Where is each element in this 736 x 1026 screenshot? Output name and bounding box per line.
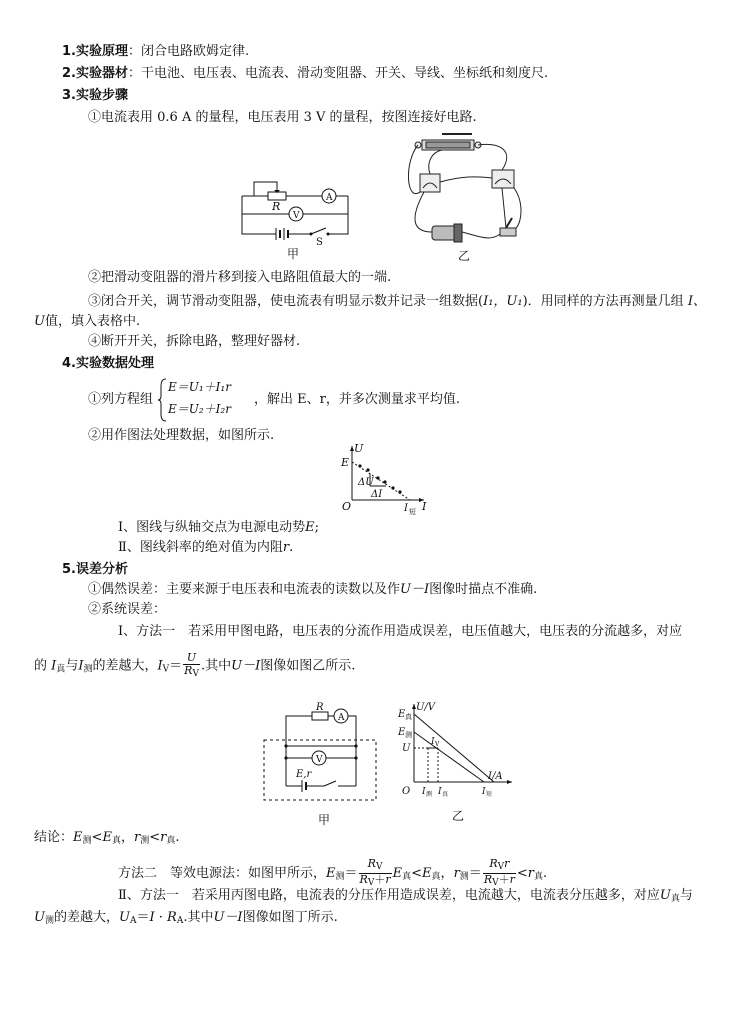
section-2-text: ：干电池、电压表、电流表、滑动变阻器、开关、导线、坐标纸和刻度尺. — [127, 66, 549, 81]
conclusion: 结论：$E_测<E_真$，$r_测<r_真$. — [34, 830, 180, 846]
graph-U-label: U — [354, 442, 364, 455]
graph-method-text: ②用作图法处理数据，如图所示. — [88, 428, 275, 443]
step-3-text-c: 值，填入表格中. — [44, 314, 141, 329]
equation-2: E＝U₂＋I₂r — [168, 402, 231, 416]
svg-text:测: 测 — [405, 731, 412, 739]
systematic-error: ②系统误差： — [88, 602, 167, 617]
graph-I-label: I — [422, 500, 427, 513]
apparatus-photo-yi — [402, 132, 532, 262]
section-2 — [62, 64, 548, 84]
svg-text:I: I — [482, 787, 486, 797]
Iv-label: I — [431, 737, 435, 747]
graph-E-label: E — [341, 456, 350, 469]
I-short-label: I — [404, 503, 408, 514]
resistor-R-label: R — [316, 702, 324, 713]
fraction-U-over-RV: $\frac{U}{R_V}$ — [184, 651, 199, 679]
graph-point-2: Ⅱ、图线斜率的绝对值为内阻r. — [118, 540, 294, 555]
graph-origin: O — [342, 500, 352, 513]
step-3-text-b: )．用同样的方法再测量几组 — [522, 294, 684, 309]
step-2: ②把滑动变阻器的滑片移到接入电路阻值最大的一端. — [88, 270, 392, 285]
equation-suffix: ，解出 E、r，并多次测量求平均值. — [254, 392, 460, 407]
figure-label-yi-2: 乙 — [452, 809, 465, 823]
section-1-heading: 1.实验原理 — [62, 44, 128, 59]
accidental-error: ①偶然误差：主要来源于电压表和电流表的读数以及作U－I图像时描点不准确. — [88, 582, 538, 597]
delta-I-label: ΔI — [371, 489, 383, 500]
figure-label-jia: 甲 — [287, 247, 300, 261]
svg-text:短: 短 — [486, 791, 493, 798]
step-3-I-symbol: I、 — [687, 294, 706, 309]
ui-graph — [338, 442, 438, 518]
step-3-line2 — [34, 312, 140, 332]
axis-UV-label: U/V — [416, 702, 436, 713]
U-label: U — [402, 743, 411, 754]
graph-point-1: Ⅰ、图线与纵轴交点为电源电动势E; — [118, 520, 320, 535]
method2: 方法二 等效电源法：如图甲所示，$E_测=$ $\frac{R_V}{R_V+r}$ $E_真<E_真$，$r_测=$ $\frac{R_Vr}{R_V+r}$ $<r_真$. — [118, 857, 548, 888]
circuit-diagram-jia — [236, 176, 356, 266]
method3-line1: Ⅱ、方法一 若采用丙图电路，电流表的分压作用造成误差，电流越大，电流表分压越多，对应$U_真$与 — [118, 888, 693, 904]
section-4-heading: 4.实验数据处理 — [62, 356, 154, 371]
svg-text:I: I — [422, 787, 426, 797]
rheostat-label: R — [272, 200, 281, 213]
svg-text:I: I — [438, 787, 442, 797]
method3-line2: $U_测$的差越大，$U_A=I \cdot R_A$.其中U－I图像如图丁所示. — [34, 910, 338, 926]
method1-line1: Ⅰ、方法一 若采用甲图电路，电压表的分流作用造成误差，电压值越大，电压表的分流越多，对应 — [118, 624, 683, 639]
section-1-text: ：闭合电路欧姆定律. — [127, 44, 250, 59]
svg-text:V: V — [435, 741, 440, 748]
delta-U-label: ΔU — [358, 477, 374, 488]
step-3-U-symbol: U — [34, 314, 45, 329]
section-2-heading: 2.实验器材 — [62, 66, 128, 81]
svg-text:测: 测 — [426, 791, 433, 798]
circuit-diagram-jia-2 — [262, 702, 380, 828]
svg-text:真: 真 — [405, 713, 412, 721]
figure-label-yi: 乙 — [458, 249, 471, 263]
ui-comparison-graph — [394, 700, 524, 826]
voltmeter-label-2: V — [316, 755, 323, 765]
svg-text:真: 真 — [442, 791, 449, 798]
E-true-label: E — [398, 709, 406, 720]
step-1: ①电流表用 0.6 A 的量程，电压表用 3 V 的量程，按图连接好电路. — [88, 110, 477, 125]
step-3-line1 — [88, 292, 706, 312]
equation-1: E＝U₁＋I₁r — [168, 380, 231, 394]
step-3-data-pair: I₁，U₁ — [483, 294, 523, 309]
origin-label: O — [402, 786, 411, 797]
voltmeter-label: V — [293, 211, 300, 221]
step-3-text-a: ③闭合开关，调节滑动变阻器，使电流表有明显示数并记录一组数据( — [88, 294, 484, 309]
ammeter-label-2: A — [338, 713, 345, 723]
figure-label-jia-2: 甲 — [318, 813, 331, 827]
ammeter-label: A — [326, 193, 333, 203]
equation-brace — [158, 378, 168, 422]
method1-line2: 的 $I_真$与$I_测$的差越大，$I_V=$ $\frac{U}{R_V}$ .其中U－I图像如图乙所示. — [34, 651, 356, 679]
fraction-RV-over-RV-plus-r: $\frac{R_V}{R_V+r}$ — [359, 857, 391, 888]
axis-IA-label: I/A — [488, 771, 503, 782]
fraction-RVr: $\frac{R_Vr}{R_V+r}$ — [483, 857, 515, 888]
switch-label: S — [316, 237, 323, 248]
section-1 — [62, 42, 249, 62]
I-short-sub: 短 — [409, 508, 416, 516]
source-Er-label: E,r — [296, 769, 312, 780]
section-5-heading: 5.误差分析 — [62, 562, 128, 577]
section-3-heading: 3.实验步骤 — [62, 88, 128, 103]
E-measured-label: E — [398, 727, 406, 738]
step-4: ④断开开关，拆除电路，整理好器材. — [88, 334, 301, 349]
equation-prefix: ①列方程组 — [88, 392, 154, 407]
